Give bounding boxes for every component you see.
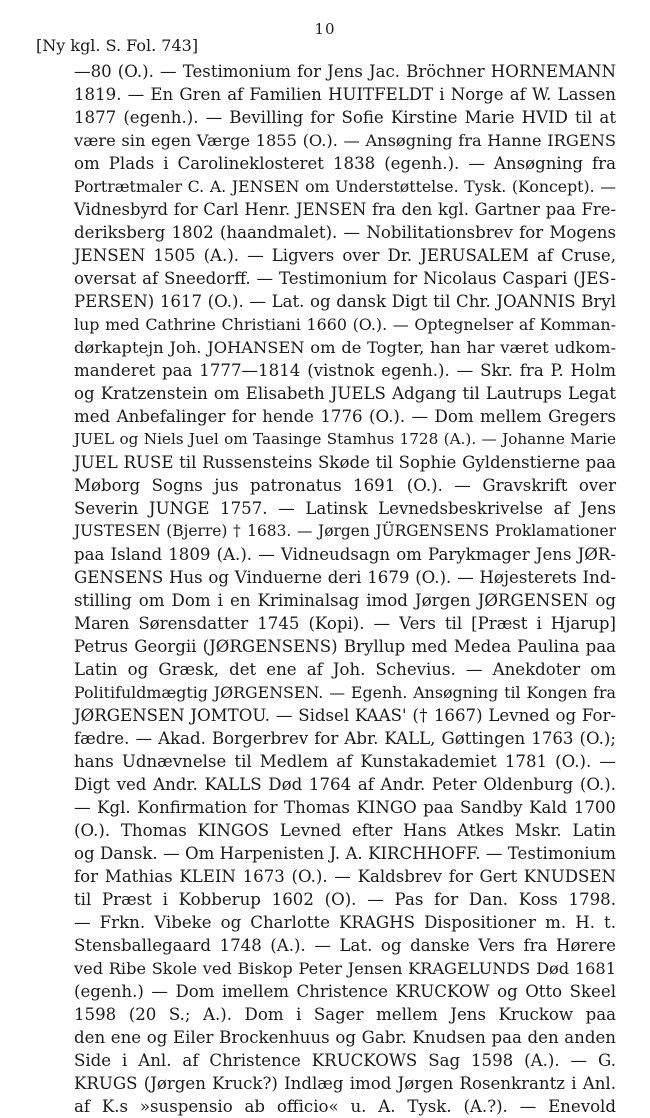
text-line: JENSEN 1505 (A.). — Ligvers over Dr. JERUSALEM af Cruse, bbox=[74, 246, 616, 265]
page-number: 10 bbox=[314, 20, 336, 38]
text-line: deriksberg 1802 (haandmalet). — Nobilitationsbrev for Mogens bbox=[74, 223, 616, 242]
text-line: Politifuldmægtig JØRGENSEN. — Egenh. Ansøgning til Kongen fra bbox=[74, 683, 616, 702]
text-line: manderet paa 1777—1814 (vistnok egenh.). — Skr. fra P. Holm bbox=[74, 361, 616, 380]
text-line: Latin og Græsk, det ene af Joh. Schevius. — Anekdoter om bbox=[74, 660, 616, 679]
text-line: og Dansk. — Om Harpenisten J. A. KIRCHHOFF. — Testimonium bbox=[74, 844, 616, 863]
text-line: for Mathias KLEIN 1673 (O.). — Kaldsbrev for Gert KNUDSEN bbox=[74, 867, 616, 886]
text-line: Severin JUNGE 1757. — Latinsk Levnedsbeskrivelse af Jens bbox=[74, 499, 616, 518]
text-line: om Plads i Carolineklosteret 1838 (egenh.). — Ansøgning fra bbox=[74, 154, 616, 173]
shelfmark: [Ny kgl. S. Fol. 743] bbox=[36, 36, 199, 55]
text-line: og Kratzenstein om Elisabeth JUELS Adgang til Lautrups Legat bbox=[74, 384, 616, 403]
text-line: KRUGS (Jørgen Kruck?) Indlæg imod Jørgen Rosenkrantz i Anl. bbox=[74, 1074, 616, 1093]
text-line: paa Island 1809 (A.). — Vidneudsagn om Parykmager Jens JØR- bbox=[74, 545, 616, 564]
text-line: ved Ribe Skole ved Biskop Peter Jensen KRAGELUNDS Død 1681 bbox=[74, 959, 616, 978]
text-line: JØRGENSEN JOMTOU. — Sidsel KAAS' († 1667) Levned og For- bbox=[74, 706, 616, 725]
text-line: med Anbefalinger for hende 1776 (O.). — Dom mellem Gregers bbox=[74, 407, 616, 426]
text-line: PERSEN) 1617 (O.). — Lat. og dansk Digt til Chr. JOANNIS Bryl bbox=[74, 292, 616, 311]
text-line: til Præst i Kobberup 1602 (O). — Pas for Dan. Koss 1798. bbox=[74, 890, 616, 909]
text-line: 1819. — En Gren af Familien HUITFELDT i Norge af W. Lassen bbox=[74, 85, 616, 104]
text-line: Maren Sørensdatter 1745 (Kopi). — Vers til [Præst i Hjarup] bbox=[74, 614, 616, 633]
text-line: Møborg Sogns jus patronatus 1691 (O.). — Gravskrift over bbox=[74, 476, 616, 495]
text-line: —80 (O.). — Testimonium for Jens Jac. Bröchner HORNEMANN bbox=[74, 62, 616, 81]
text-line: (egenh.) — Dom imellem Christence KRUCKOW og Otto Skeel bbox=[74, 982, 616, 1001]
text-line: GENSENS Hus og Vinduerne deri 1679 (O.). — Højesterets Ind- bbox=[74, 568, 616, 587]
text-line: JUSTESEN (Bjerre) † 1683. — Jørgen JÜRGENSENS Proklamationer bbox=[74, 522, 616, 540]
text-line: Side i Anl. af Christence KRUCKOWS Sag 1598 (A.). — G. bbox=[74, 1051, 616, 1070]
text-line: den ene og Eiler Brockenhuus og Gabr. Knudsen paa den anden bbox=[74, 1028, 616, 1047]
text-line: — Frkn. Vibeke og Charlotte KRAGHS Dispositioner m. H. t. bbox=[74, 913, 616, 932]
body-text bbox=[74, 60, 616, 1118]
text-line: Stensballegaard 1748 (A.). — Lat. og danske Vers fra Hørere bbox=[74, 936, 616, 955]
text-line: — Kgl. Konfirmation for Thomas KINGO paa Sandby Kald 1700 bbox=[74, 798, 616, 817]
text-line: (O.). Thomas KINGOS Levned efter Hans Atkes Mskr. Latin bbox=[74, 821, 616, 840]
text-line: 1877 (egenh.). — Bevilling for Sofie Kirstine Marie HVID til at bbox=[74, 108, 616, 127]
text-line: stilling om Dom i en Kriminalsag imod Jørgen JØRGENSEN og bbox=[74, 591, 616, 610]
text-line: 1598 (20 S.; A.). Dom i Sager mellem Jens Kruckow paa bbox=[74, 1005, 616, 1024]
text-line: lup med Cathrine Christiani 1660 (O.). — Optegnelser af Komman- bbox=[74, 315, 616, 334]
text-line: Petrus Georgii (JØRGENSENS) Bryllup med Medea Paulina paa bbox=[74, 637, 616, 656]
text-line: Vidnesbyrd for Carl Henr. JENSEN fra den kgl. Gartner paa Fre- bbox=[74, 200, 616, 219]
text-line: dørkaptejn Joh. JOHANSEN om de Togter, han har været udkom- bbox=[74, 338, 616, 357]
text-line: være sin egen Værge 1855 (O.). — Ansøgning fra Hanne IRGENS bbox=[74, 131, 616, 150]
text-line: fædre. — Akad. Borgerbrev for Abr. KALL, Gøttingen 1763 (O.); bbox=[74, 729, 616, 748]
text-line: Digt ved Andr. KALLS Død 1764 af Andr. Peter Oldenburg (O.). bbox=[74, 775, 616, 794]
text-line: JUEL og Niels Juel om Taasinge Stamhus 1728 (A.). — Johanne Marie bbox=[74, 430, 616, 448]
text-line: af K.s »suspensio ab officio« u. A. Tysk. (A.?). — Enevold bbox=[74, 1097, 616, 1116]
text-line: Portrætmaler C. A. JENSEN om Understøttelse. Tysk. (Koncept). — bbox=[74, 177, 616, 196]
text-line: oversat af Sneedorff. — Testimonium for Nicolaus Caspari (JES- bbox=[74, 269, 616, 288]
text-line: hans Udnævnelse til Medlem af Kunstakademiet 1781 (O.). — bbox=[74, 752, 616, 771]
text-line: JUEL RUSE til Russensteins Skøde til Sophie Gyldenstierne paa bbox=[74, 453, 616, 472]
